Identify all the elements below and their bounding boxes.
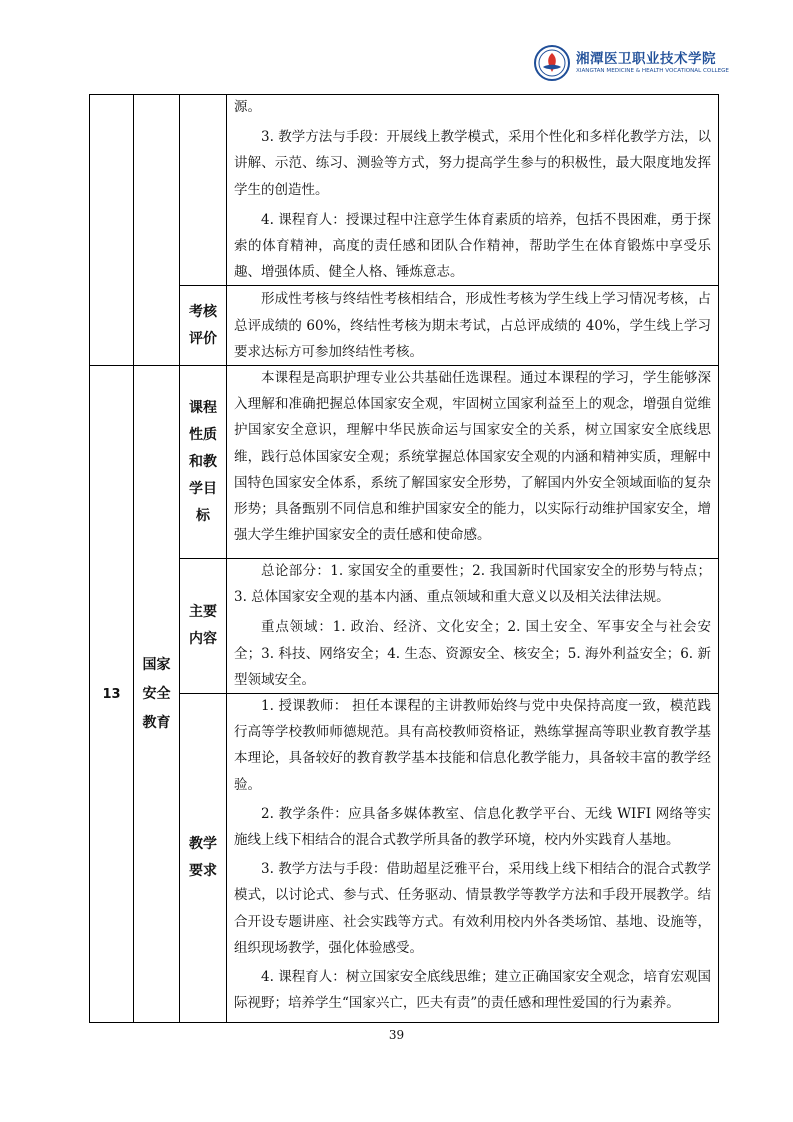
- objectives-cell: [227, 366, 719, 559]
- table-row: [90, 559, 719, 694]
- paragraph: 形成性考核与终结性考核相结合，形成性考核为学生线上学习情况考核，占总评成绩的 60%，终结性考核为期末考试，占总评成绩的 40%，学生线上学习要求达标方可参加终结性考核。: [234, 291, 711, 360]
- row-label-objectives: 课程性质和教学目标: [180, 366, 227, 559]
- row-label-cell-prev: [180, 95, 227, 286]
- table-row: [90, 95, 719, 286]
- paragraph: 4. 课程育人：授课过程中注意学生体育素质的培养，包括不畏困难，勇于探索的体育精神，高度的责任感和团队合作精神，帮助学生在体育锻炼中享受乐趣、增强体质、健全人格、锤炼意志。: [234, 211, 711, 281]
- paragraph: 3. 教学方法与手段：开展线上教学模式，采用个性化和多样化教学方法，以讲解、示范、练习、测验等方式，努力提高学生参与的积极性，最大限度地发挥学生的创造性。: [234, 129, 711, 198]
- course-number-cell-prev: [90, 95, 134, 366]
- table-row: [90, 694, 719, 1023]
- paragraph: 3. 教学方法与手段：借助超星泛雅平台，采用线上线下相结合的混合式教学模式，以讨论式、参与式、任务驱动、情景教学等教学方法和手段开展教学。结合开设专题讲座、社会实践等方式。有效利用校内外各类场馆、基地、设施等，组织现场教学，强化体验感受。: [234, 861, 711, 956]
- paragraph: 总论部分：1. 家国安全的重要性；2. 我国新时代国家安全的形势与特点；3. 总体国家安全观的基本内涵、重点领域和重大意义以及相关法律法规。: [234, 563, 711, 606]
- college-name-en: XIANGTAN MEDICINE & HEALTH VOCATIONAL COLLEGE: [576, 68, 729, 74]
- course-name-cell-prev: [134, 95, 180, 366]
- paragraph: 本课程是高职护理专业公共基础任选课程。通过本课程的学习，学生能够深入理解和准确把握总体国家安全观，牢固树立国家利益至上的观念，增强自觉维护国家安全意识，理解中华民族命运与国家安全的关系，树立国家安全底线思维，践行总体国家安全观；系统掌握总体国家安全观的内涵和精神实质，理解中国特色国家安全体系，系统了解国家安全形势，了解国内外安全领域面临的复杂形势；具备甄别不同信息和维护国家安全的能力，以实际行动维护国家安全，增强大学生维护国家安全的责任感和使命感。: [234, 370, 711, 544]
- course-name: 国家安全教育: [134, 366, 180, 1023]
- paragraph: 重点领域：1. 政治、经济、文化安全；2. 国土安全、军事安全与社会安全；3. 科技、网络安全；4. 生态、资源安全、核安全；5. 海外利益安全；6. 新型领域安全。: [234, 619, 711, 688]
- table-row: [90, 286, 719, 366]
- college-emblem-icon: [534, 45, 570, 81]
- row-label-assessment: 考核评价: [180, 286, 227, 366]
- requirements-cell: [227, 694, 719, 1023]
- course-table: [89, 94, 719, 1023]
- college-name-cn: 湘潭医卫职业技术学院: [576, 51, 716, 67]
- paragraph: 4. 课程育人：树立国家安全底线思维；建立正确国家安全观念，培育宏观国际视野；培养学生“国家兴亡，匹夫有责”的责任感和理性爱国的行为素养。: [234, 969, 711, 1012]
- assessment-cell: [227, 286, 719, 366]
- college-logo: [534, 44, 734, 84]
- course-number: 13: [90, 366, 134, 1023]
- paragraph: 1. 授课教师： 担任本课程的主讲教师始终与党中央保持高度一致，模范践行高等学校教师师德规范。具有高校教师资格证，熟练掌握高等职业教育教学基本理论，具备较好的教育教学基本技能和信息化教学能力，具备较丰富的教学经验。: [234, 698, 711, 793]
- table-row: [90, 366, 719, 559]
- row-label-requirements: 教学要求: [180, 694, 227, 1023]
- page-number: 39: [388, 1028, 405, 1042]
- paragraph: 源。: [234, 99, 261, 115]
- paragraph: 2. 教学条件：应具备多媒体教室、信息化教学平台、无线 WIFI 网络等实施线上线下相结合的混合式教学所具备的教学环境，校内外实践育人基地。: [234, 805, 711, 849]
- row-label-content: 主要内容: [180, 559, 227, 694]
- content-cell: [227, 559, 719, 694]
- requirements-cell-prev: [227, 95, 719, 286]
